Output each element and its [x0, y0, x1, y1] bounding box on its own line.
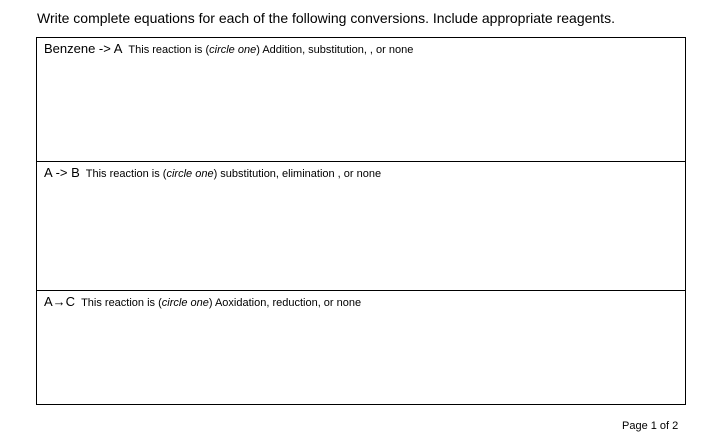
question-cell-a-to-c[interactable]: [37, 291, 685, 404]
question-prompt: [44, 165, 381, 182]
reaction-label: Benzene -> A: [44, 41, 123, 56]
prompt-prefix: This reaction is (: [85, 168, 167, 180]
prompt-prefix: This reaction is (: [81, 297, 162, 309]
page-number: Page 1 of 2: [622, 420, 679, 432]
question-cell-a-to-b[interactable]: [37, 162, 685, 291]
reaction-options: ) Aoxidation, reduction, or none: [208, 297, 362, 309]
reaction-options: ) substitution, elimination , or none: [213, 168, 382, 180]
question-table: [36, 37, 686, 405]
reaction-options: ) Addition, substitution, , or none: [256, 44, 414, 56]
circle-one-label: circle one: [161, 297, 209, 309]
question-prompt: [44, 294, 361, 311]
question-prompt: [44, 41, 413, 58]
circle-one-label: circle one: [166, 168, 214, 180]
prompt-prefix: This reaction is (: [128, 44, 210, 56]
circle-one-label: circle one: [209, 44, 257, 56]
question-cell-benzene-to-a[interactable]: [37, 38, 685, 162]
reaction-label: A→C: [44, 294, 76, 309]
reaction-label: A -> B: [44, 165, 80, 180]
instructions-text: Write complete equations for each of the following conversions. Include appropriate reagents.: [37, 10, 615, 26]
